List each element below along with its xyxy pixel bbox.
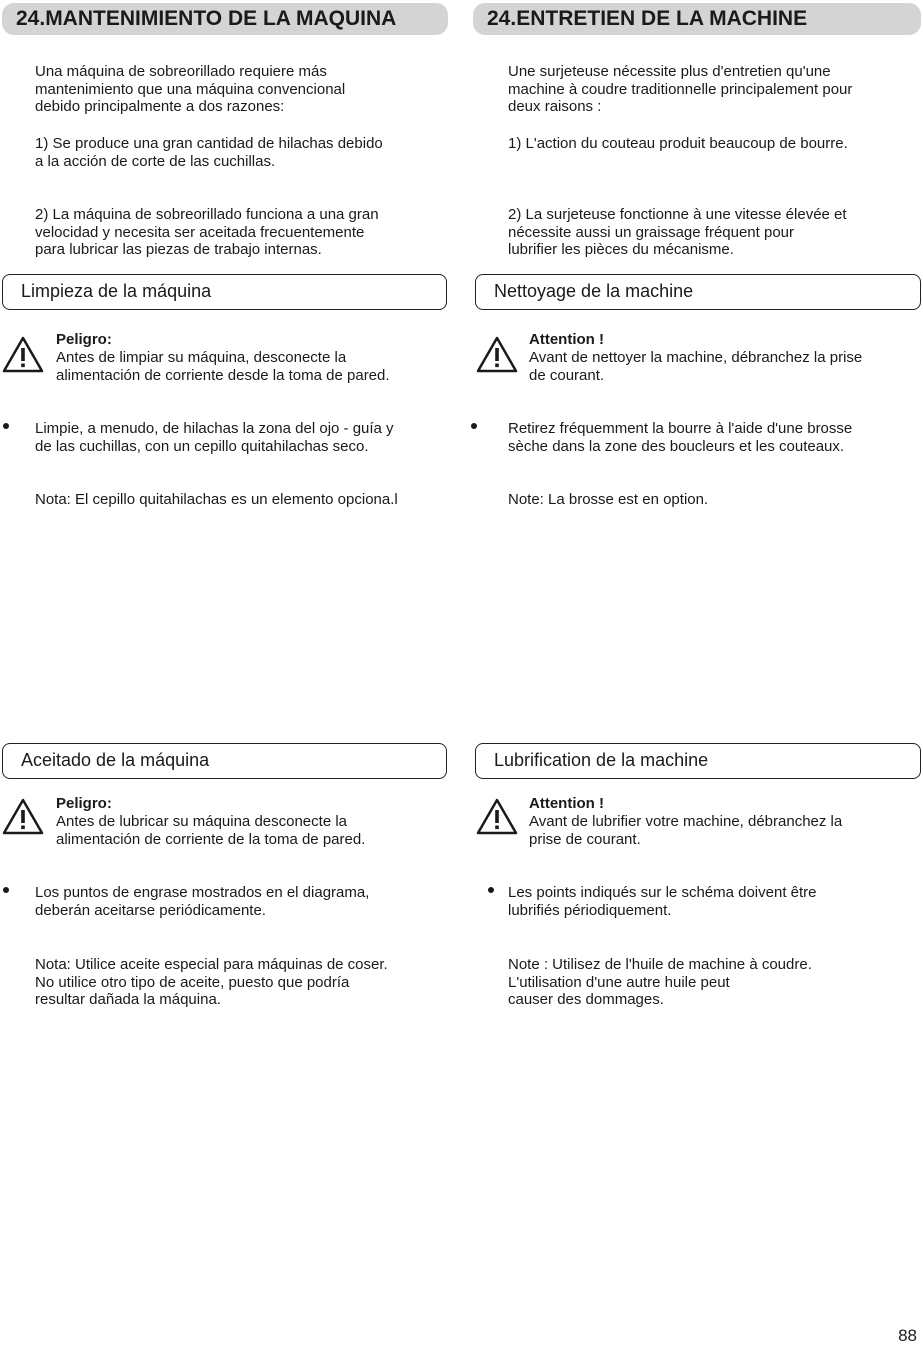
left-oiling-warning-text: Antes de lubricar su máquina desconecte la alimentación de corriente de la toma de pared. (56, 813, 366, 848)
right-reason-1: 1) L'action du couteau produit beaucoup de bourre. (508, 135, 848, 152)
right-reason-2: 2) La surjeteuse fonctionne à une vitesse élevée et nécessite aussi un graissage fréquent pour lubrifier les pièces du mécanisme. (508, 206, 847, 258)
right-heading: 24.ENTRETIEN DE LA MACHINE (473, 3, 921, 35)
right-oiling-title: Lubrification de la machine (475, 743, 921, 779)
right-cleaning-warning-text: Avant de nettoyer la machine, débranchez la prise de courant. (529, 349, 863, 384)
right-cleaning-warning-title: Attention ! (529, 331, 604, 348)
left-reason-1: 1) Se produce una gran cantidad de hilachas debido a la acción de corte de las cuchillas. (35, 135, 383, 170)
right-cleaning-bullet: Retirez fréquemment la bourre à l'aide d'une brosse sèche dans la zone des boucleurs et les couteaux. (508, 420, 853, 455)
right-cleaning-note: Note: La brosse est en option. (508, 491, 709, 508)
bullet-dot (471, 423, 477, 429)
left-reason-2: 2) La máquina de sobreorillado funciona a una gran velocidad y necesita ser aceitada frecuentemente para lubricar las piezas de trabajo internas. (35, 206, 379, 258)
warning-icon (2, 798, 44, 835)
page-number: 88 (898, 1326, 917, 1345)
left-oiling-title: Aceitado de la máquina (2, 743, 447, 779)
left-oiling-note: Nota: Utilice aceite especial para máquinas de coser. No utilice otro tipo de aceite, puesto que podría resultar dañada la máquina. (35, 956, 388, 1008)
bullet-dot (3, 887, 9, 893)
bullet-dot (3, 423, 9, 429)
warning-icon (476, 798, 518, 835)
left-oiling-warning-title: Peligro: (56, 795, 112, 812)
right-intro: Une surjeteuse nécessite plus d'entretien qu'une machine à coudre traditionnelle principalement pour deux raisons : (508, 63, 853, 115)
left-intro: Una máquina de sobreorillado requiere más mantenimiento que una máquina convencional debido principalmente a dos razones: (35, 63, 346, 115)
right-oiling-warning-text: Avant de lubrifier votre machine, débranchez la prise de courant. (529, 813, 843, 848)
right-oiling-bullet: Les points indiqués sur le schéma doivent être lubrifiés périodiquement. (508, 884, 817, 919)
bullet-dot (488, 887, 494, 893)
left-heading: 24.MANTENIMIENTO DE LA MAQUINA (2, 3, 448, 35)
left-cleaning-bullet: Limpie, a menudo, de hilachas la zona del ojo - guía y de las cuchillas, con un cepillo quitahilachas seco. (35, 420, 394, 455)
left-cleaning-title: Limpieza de la máquina (2, 274, 447, 310)
left-cleaning-warning-text: Antes de limpiar su máquina, desconecte la alimentación de corriente desde la toma de pared. (56, 349, 390, 384)
right-cleaning-title: Nettoyage de la machine (475, 274, 921, 310)
left-cleaning-note: Nota: El cepillo quitahilachas es un elemento opciona.l (35, 491, 398, 508)
right-oiling-warning-title: Attention ! (529, 795, 604, 812)
left-oiling-bullet: Los puntos de engrase mostrados en el diagrama, deberán aceitarse periódicamente. (35, 884, 370, 919)
right-oiling-note: Note : Utilisez de l'huile de machine à coudre. L'utilisation d'une autre huile peut causer des dommages. (508, 956, 812, 1008)
warning-icon (2, 336, 44, 373)
left-cleaning-warning-title: Peligro: (56, 331, 112, 348)
warning-icon (476, 336, 518, 373)
